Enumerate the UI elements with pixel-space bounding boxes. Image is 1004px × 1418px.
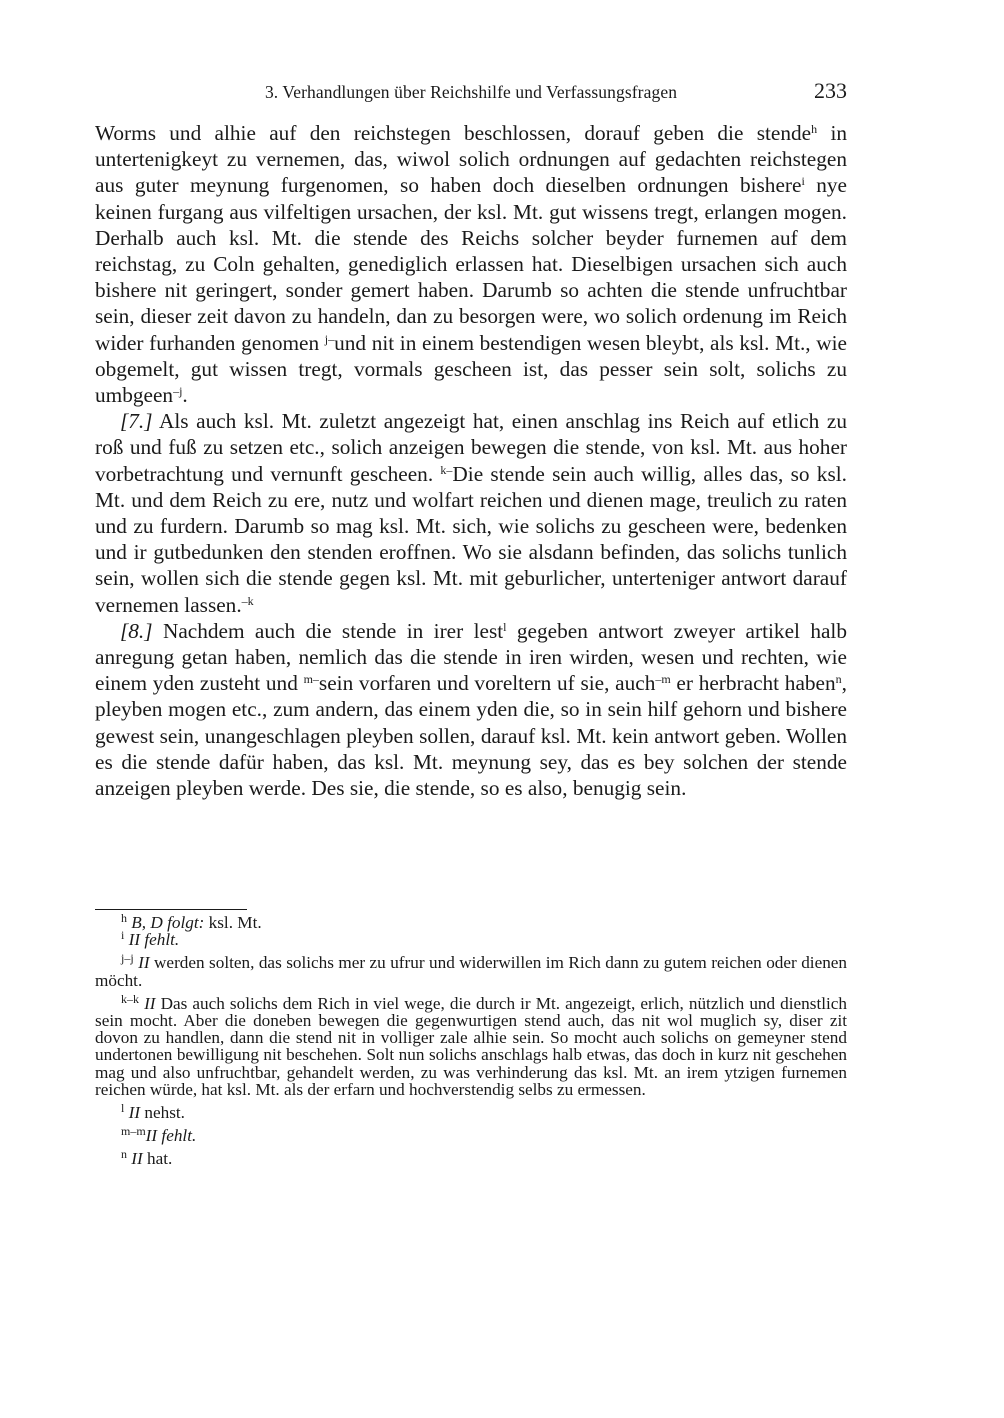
text-run: Nachdem auch die stende in irer lest bbox=[152, 618, 504, 643]
paragraph-1 bbox=[95, 120, 847, 408]
paragraph-number: [7.] bbox=[120, 409, 153, 434]
footnote-mark: l bbox=[121, 1101, 125, 1116]
text-run: sein vorfaren und voreltern uf sie, auch bbox=[318, 671, 656, 696]
footnote-k bbox=[95, 991, 847, 1099]
footnote-ref-m-end: –m bbox=[655, 672, 671, 687]
footnote-text: werden solten, das solichs mer zu ufrur und widerwillen im Rich dann zu gutem reichen oder dienen möcht. bbox=[95, 953, 848, 990]
text-run: in untertenigkeyt zu vernemen, das, wiwol solich ordnungen auf gedachten reichstegen aus guter meynung furgenomen, so haben doch dieselben ordnungen bishere bbox=[95, 121, 848, 198]
footnote-text: Das auch solichs dem Rich in viel wege, die durch ir Mt. angezeigt, erlich, nützlich und dienstlich sein mocht. Aber die doneben bewegen die gegenwurtigen stend auch, das nit wol muglich sy, diser zit dovon zu handlen, dann die stend nit in volliger zale alhie sein. So mocht auch solichs on gemeyner stend undertonen bewilligung nit beschehen. Solt nun solichs anschlags halb etwas, das doch in kurz nit geschehen mag und also unfruchtbar, gehandelt werden, zu was verhinderung das ksl. Mt. an irem ytzigen furnemen reichen würde, hat ksl. Mt. als der erfarn und hochverstendig selbs zu ermessen. bbox=[95, 993, 847, 1099]
footnote-ref-j-start: j– bbox=[324, 331, 335, 346]
footnote-ref-l: l bbox=[503, 619, 507, 634]
footnote-siglum: II bbox=[131, 1149, 143, 1169]
footnote-siglum: II fehlt. bbox=[128, 930, 180, 950]
footnote-mark: k–k bbox=[121, 991, 139, 1006]
footnote-text: nehst. bbox=[140, 1103, 185, 1123]
page-number: 233 bbox=[814, 78, 847, 103]
footnote-mark: m–m bbox=[121, 1124, 146, 1139]
running-title: 3. Verhandlungen über Reichshilfe und Verfassungsfragen bbox=[264, 82, 678, 102]
text-run: gegeben antwort zweyer artikel halb anregung getan haben, nemlich das die stende in iren wirden, wesen und rechten, wie einem yden zusteht und bbox=[95, 618, 847, 696]
footnote-ref-h: h bbox=[811, 122, 818, 136]
footnote-l bbox=[95, 1101, 847, 1123]
text-run: Als auch ksl. Mt. zuletzt angezeigt hat, einen anschlag ins Reich auf etlich zu roß und fuß zu setzen etc., solich anzeigen bewegen die stende, von ksl. Mt. aus hoher vorbetrachtung und vernunft gescheen. bbox=[95, 409, 847, 486]
paragraph-7 bbox=[95, 408, 847, 618]
text-run: , pleyben mogen etc., zum andern, das einem yden die, so in sein hilf gehorn und bishere gewest sein, unangeschlagen pleyben sollen, darauf ksl. Mt. kein antwort geben. Wollen es die stende dafür haben, das ksl. Mt. meynung sey, das es bey solchen der stende anzeigen pleyben werde. Des sie, die stende, so es also, benugig sein. bbox=[95, 671, 847, 801]
footnote-mark: j–j bbox=[121, 951, 134, 966]
footnote-ref-j-end: –j bbox=[173, 384, 183, 399]
paragraph-8 bbox=[95, 618, 847, 801]
footnote-siglum: II bbox=[144, 993, 156, 1013]
footnote-j bbox=[95, 951, 848, 990]
running-header bbox=[95, 78, 847, 108]
footnote-ref-k-start: k– bbox=[440, 462, 453, 477]
footnote-siglum: II bbox=[128, 1103, 141, 1123]
text-run: Die stende sein auch willig, alles das, so ksl. Mt. und dem Reich zu ere, nutz und wolfart reichen und dienen mage, treulich zu raten und zu furdern. Darumb so mag ksl. Mt. sich, wie solichs zu gescheen were, bedenken und ir gutbedunken den stenden eroffnen. Wo sie alsdann befinden, das solichs tunlich sein, wollen sich die stende gegen ksl. Mt. mit geburlicher, unterteniger antwort darauf vernemen lassen. bbox=[95, 461, 847, 617]
footnote-ref-n: n bbox=[835, 672, 842, 687]
footnote-ref-k-end: –k bbox=[241, 593, 254, 608]
footnotes bbox=[95, 911, 848, 1169]
footnote-n bbox=[95, 1147, 847, 1169]
footnote-siglum: B, D folgt: bbox=[131, 913, 205, 932]
text-run: Worms und alhie auf den reichstegen beschlossen, dorauf geben die stende bbox=[95, 121, 812, 145]
paragraph-number: [8.] bbox=[120, 618, 153, 643]
footnote-mark: n bbox=[121, 1147, 127, 1162]
text-run: nye keinen furgang aus vilfeltigen ursachen, der ksl. Mt. gut wissens tregt, erlangen mogen. Derhalb auch ksl. Mt. die stende des Reichs solcher beyder furnemen auf dem reichstag, zu Coln gehalten, genediglich erlassen hat. Dieselbigen ursachen sich auch bishere nit geringert, sonder gemert haben. Darumb so achten die stende unfruchtbar sein, dieser zeit davon zu handeln, dan zu besorgen were, wo solich ordenung im Reich wider furhanden genomen bbox=[95, 173, 847, 355]
footnote-h bbox=[95, 911, 847, 932]
footnote-m bbox=[95, 1124, 847, 1146]
footnote-mark: i bbox=[121, 928, 125, 943]
footnote-ref-i: i bbox=[801, 174, 805, 189]
text-run: . bbox=[182, 383, 188, 408]
footnote-siglum: II bbox=[138, 953, 150, 973]
footnote-text: hat. bbox=[142, 1149, 173, 1169]
footnote-mark: h bbox=[121, 911, 127, 925]
main-text bbox=[95, 120, 847, 801]
footnote-siglum: II fehlt. bbox=[145, 1126, 197, 1146]
footnote-ref-m-start: m– bbox=[303, 672, 319, 687]
footnote-i bbox=[95, 928, 847, 950]
footnote-rule bbox=[95, 909, 247, 910]
text-run: er herbracht haben bbox=[670, 671, 836, 696]
text-run: und nit in einem bestendigen wesen bleybt, als ksl. Mt., wie obgemelt, gut wissen tregt, vormals gescheen ist, das pesser sein solt, solichs zu umbgeen bbox=[95, 330, 848, 408]
footnote-text: ksl. Mt. bbox=[204, 913, 262, 932]
